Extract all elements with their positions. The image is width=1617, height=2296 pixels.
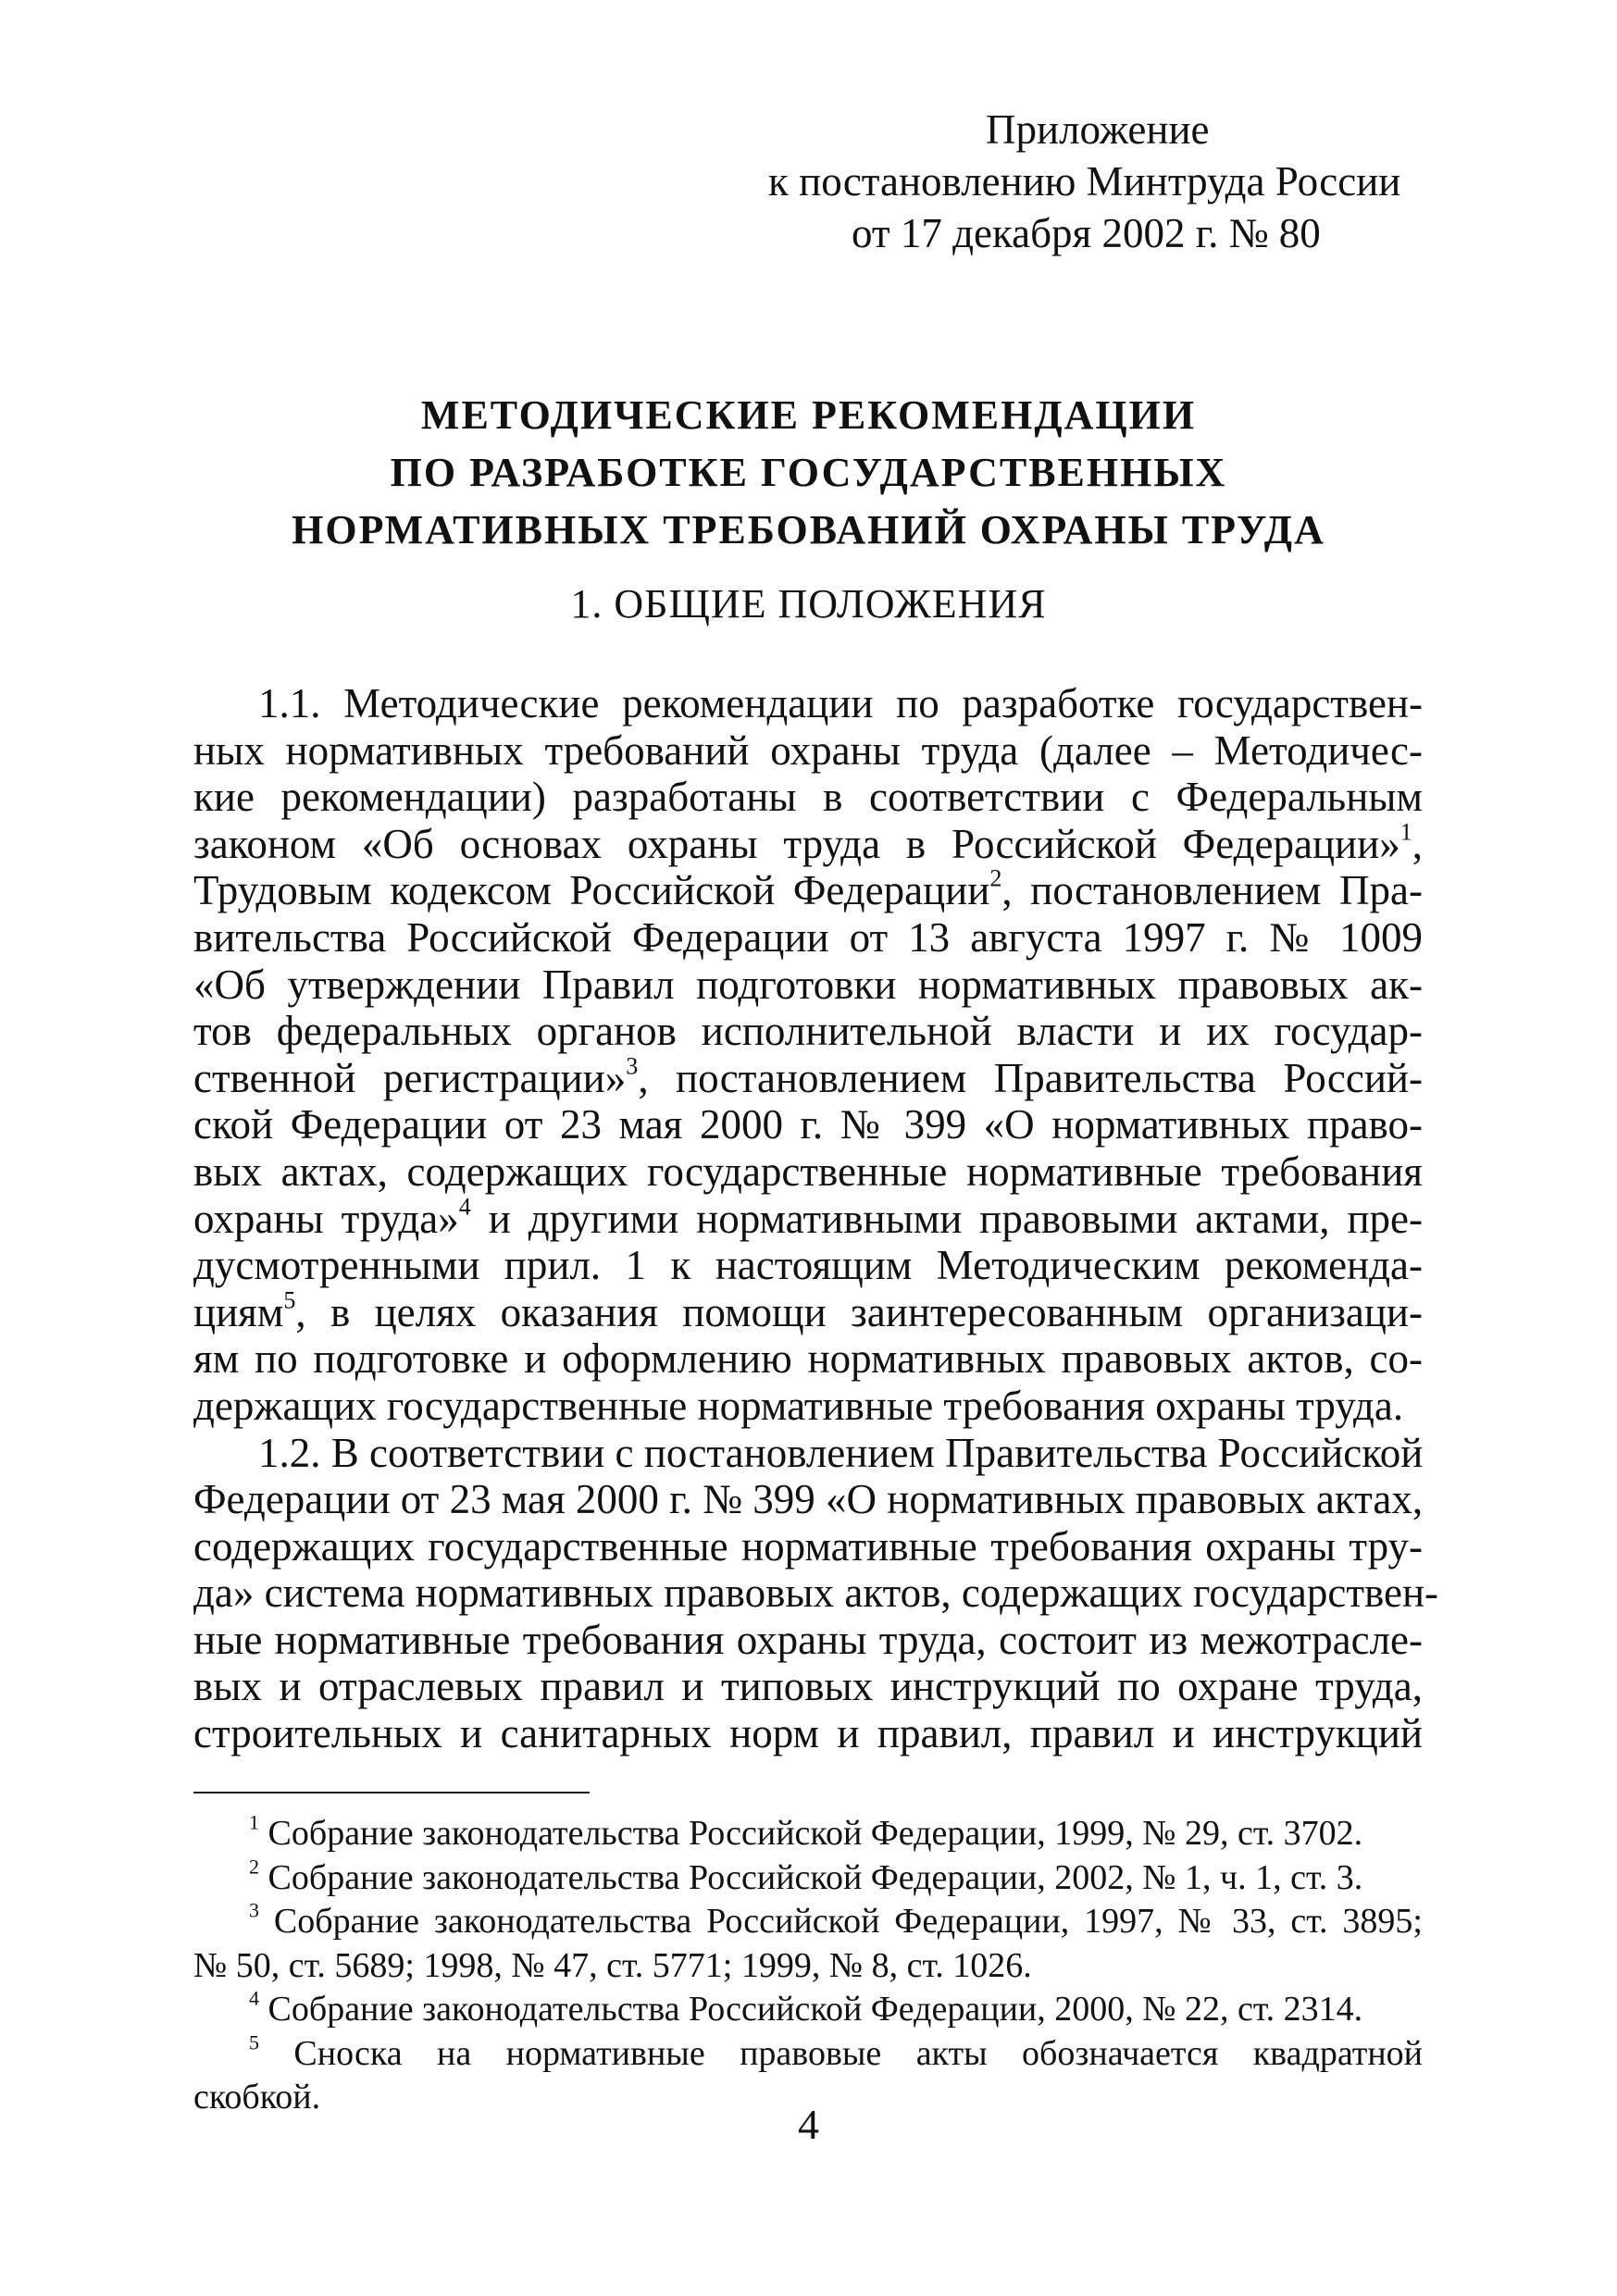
footnotes	[193, 1812, 1423, 2120]
appendix-label: Приложение	[986, 106, 1210, 153]
text-line	[193, 1286, 1423, 1336]
text-line: ям по подготовке и оформлению нормативных правовых актов, со-	[193, 1335, 1423, 1383]
title-line: МЕТОДИЧЕСКИЕ РЕКОМЕНДАЦИИ	[420, 392, 1197, 438]
text-line: Федерации от 23 мая 2000 г. № 399 «О нормативных правовых актах,	[193, 1476, 1424, 1523]
text-fragment: , постановлением Пра-	[1001, 867, 1423, 914]
footnote-divider	[193, 1792, 590, 1793]
footnote-mark: 3	[249, 1898, 260, 1922]
text-line: тов федеральных органов исполнительной власти и их государ-	[193, 1008, 1423, 1055]
text-line: 1.2. В соответствии с постановлением Правительства Российской	[258, 1429, 1424, 1476]
text-fragment: охраны труда»	[193, 1195, 459, 1242]
text-line: вых актах, содержащих государственные нормативные требования	[193, 1148, 1423, 1195]
footnote-text: Собрание законодательства Российской Федерации, 2000, № 22, ст. 2314.	[259, 1990, 1363, 2029]
footnote-ref-4[interactable]: 4	[458, 1192, 471, 1220]
text-line	[193, 864, 1423, 914]
body-text	[193, 680, 1439, 1757]
text-line: содержащих государственные нормативные требования охраны тру-	[193, 1522, 1423, 1570]
text-line: 1.1. Методические рекомендации по разработке государствен-	[258, 680, 1423, 726]
document-title	[185, 387, 1432, 559]
footnote-5	[193, 2029, 1423, 2077]
footnote-ref-5[interactable]: 5	[283, 1286, 296, 1314]
text-line	[193, 1192, 1423, 1243]
text-fragment: законом «Об основах охраны труда в Российской Федерации»	[193, 820, 1400, 867]
text-line	[193, 1052, 1423, 1102]
appendix-decree: к постановлению Минтруда России	[768, 158, 1401, 205]
footnote-ref-1[interactable]: 1	[1399, 818, 1412, 846]
footnote-2	[193, 1856, 1423, 1901]
footnote-text: Собрание законодательства Российской Федерации, 1999, № 29, ст. 3702.	[259, 1814, 1363, 1853]
text-line: да» система нормативных правовых актов, содержащих государствен-	[193, 1570, 1439, 1617]
footnote-5-continued: скобкой.	[193, 2078, 321, 2116]
text-line	[193, 818, 1423, 868]
footnote-text: Собрание законодательства Российской Федерации, 2002, № 1, ч. 1, ст. 3.	[259, 1857, 1363, 1897]
text-fragment: , в целях оказания помощи заинтересованным организаци-	[295, 1288, 1423, 1335]
footnote-3	[193, 1900, 1423, 1944]
text-line: «Об утверждении Правил подготовки нормативных правовых ак-	[193, 961, 1423, 1008]
footnote-text: Собрание законодательства Российской Федерации, 1997, № 33, ст. 3895;	[259, 1902, 1423, 1941]
text-fragment: , постановлением Правительства Россий-	[638, 1054, 1423, 1101]
text-line: вых и отраслевых правил и типовых инструкций по охране труда,	[193, 1663, 1423, 1710]
footnote-text: Сноска на нормативные правовые акты обозначается квадратной	[259, 2033, 1423, 2073]
section-heading: 1. ОБЩИЕ ПОЛОЖЕНИЯ	[570, 581, 1047, 627]
text-fragment: и другими нормативными правовыми актами, пре-	[470, 1195, 1423, 1242]
text-line: ных нормативных требований охраны труда (далее – Методичес-	[193, 726, 1423, 774]
text-fragment: Трудовым кодексом Российской Федерации	[193, 867, 990, 914]
appendix-header	[648, 104, 1416, 259]
title-line: НОРМАТИВНЫХ ТРЕБОВАНИЙ ОХРАНЫ ТРУДА	[292, 507, 1325, 552]
appendix-date: от 17 декабря 2002 г. № 80	[852, 210, 1321, 256]
text-line: строительных и санитарных норм и правил, правил и инструкций	[193, 1710, 1423, 1757]
footnote-mark: 1	[249, 1810, 260, 1834]
text-fragment: циям	[193, 1288, 284, 1335]
text-line: ской Федерации от 23 мая 2000 г. № 399 «О нормативных право-	[193, 1101, 1423, 1148]
footnote-mark: 5	[249, 2029, 260, 2054]
footnote-3-continued: № 50, ст. 5689; 1998, № 47, ст. 5771; 1999, № 8, ст. 1026.	[193, 1945, 1032, 1985]
text-line: держащих государственные нормативные требования охраны труда.	[193, 1382, 1404, 1429]
text-line: ные нормативные требования охраны труда, состоит из межотрасле-	[193, 1616, 1423, 1663]
footnote-ref-2[interactable]: 2	[989, 864, 1002, 892]
footnote-mark: 2	[249, 1854, 260, 1878]
title-line: ПО РАЗРАБОТКЕ ГОСУДАРСТВЕННЫХ	[390, 450, 1227, 495]
text-fragment: ,	[1412, 820, 1423, 867]
text-line: кие рекомендации) разработаны в соответствии с Федеральным	[193, 774, 1423, 821]
text-line: дусмотренными прил. 1 к настоящим Методическим рекоменда-	[193, 1242, 1423, 1289]
footnote-mark: 4	[249, 1986, 260, 2010]
page-number: 4	[798, 2101, 819, 2148]
text-line: вительства Российской Федерации от 13 августа 1997 г. № 1009	[193, 913, 1423, 961]
footnote-1	[193, 1812, 1423, 1856]
text-fragment: ственной регистрации»	[193, 1054, 627, 1101]
footnote-4	[193, 1988, 1423, 2032]
footnote-ref-3[interactable]: 3	[626, 1052, 639, 1080]
